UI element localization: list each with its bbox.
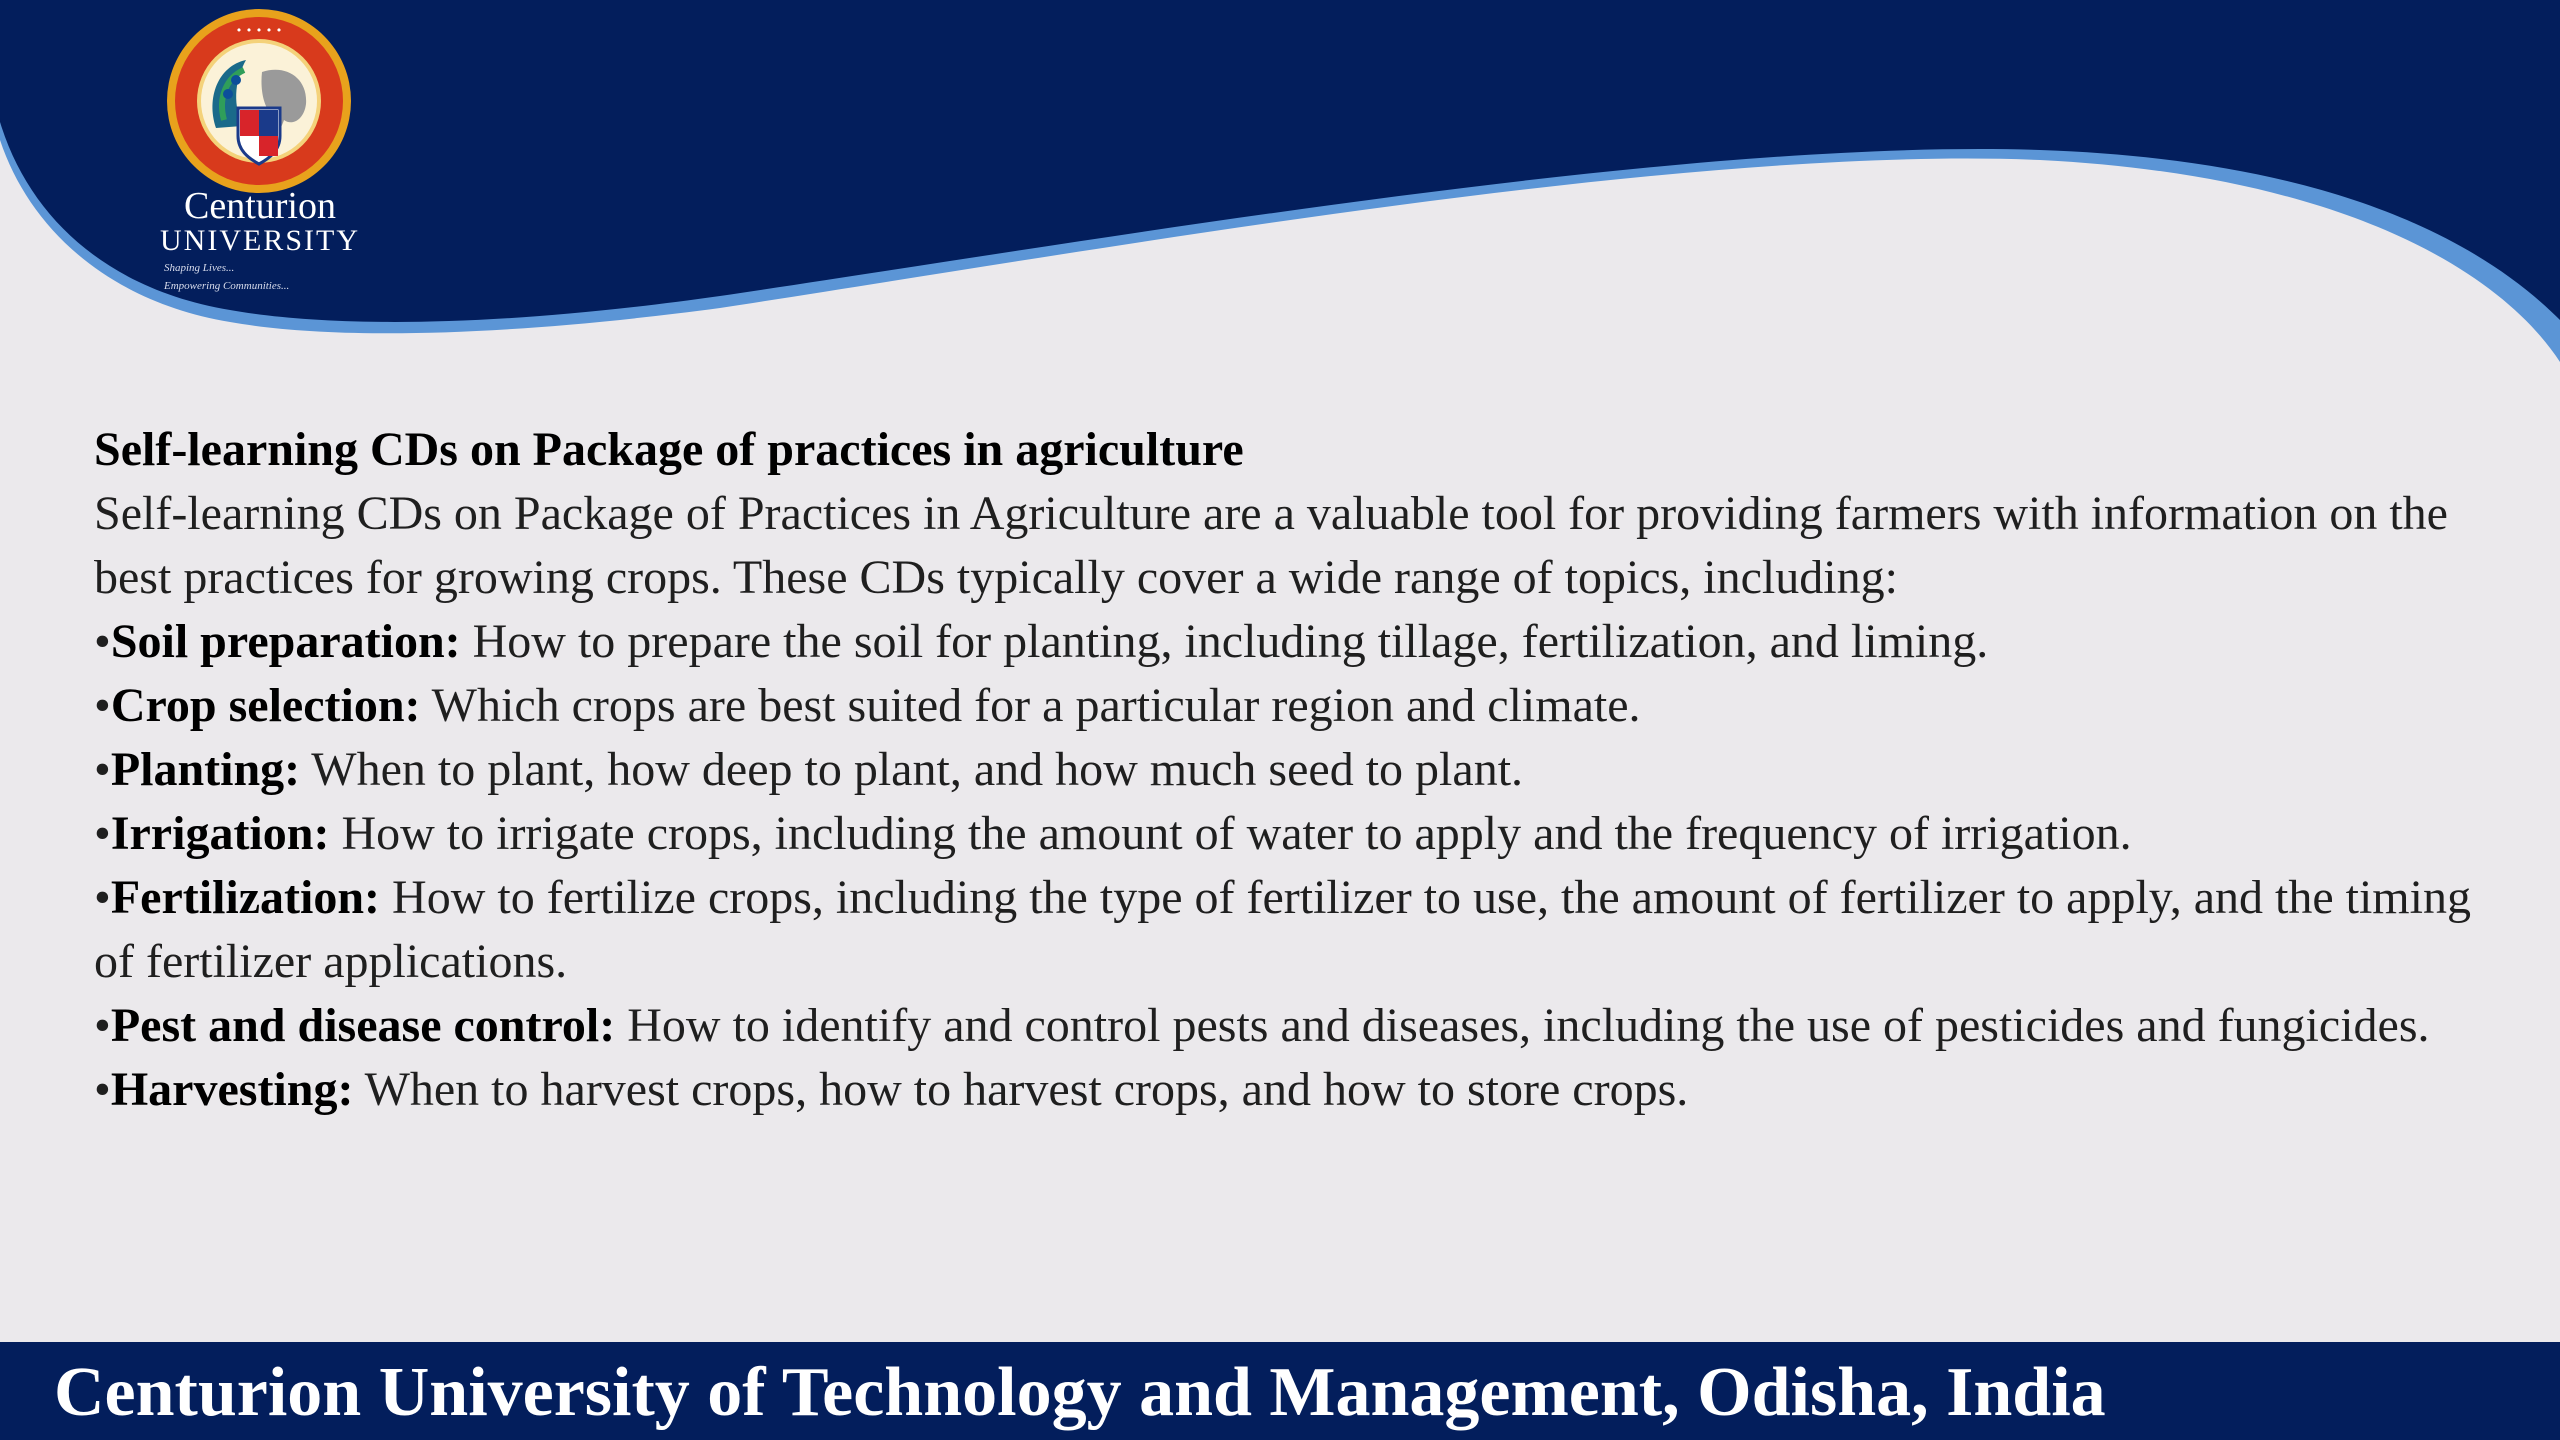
svg-text:• • • • •: • • • • •: [235, 24, 283, 37]
logo-name-line1: Centurion: [184, 185, 336, 227]
list-item: •Harvesting: When to harvest crops, how to harvest crops, and how to store crops.: [94, 1063, 1689, 1116]
university-seal-icon: [166, 8, 352, 194]
logo-tagline-line2: Empowering Communities...: [164, 280, 290, 292]
logo-tagline-line1: Shaping Lives...: [164, 262, 235, 274]
logo-name-line2: UNIVERSITY: [160, 224, 360, 257]
bullet-text: How to identify and control pests and diseases, including the use of pesticides and fungicides.: [615, 999, 2430, 1052]
bullet-term: Irrigation:: [110, 807, 330, 860]
list-item: •Crop selection: Which crops are best suited for a particular region and climate.: [94, 679, 1641, 732]
bullet-term: Fertilization:: [110, 871, 381, 924]
bullet-text: How to fertilize crops, including the type of fertilizer to use, the amount of fertilizer to apply, and the timing of fertilizer applications.: [94, 871, 2471, 988]
list-item: •Pest and disease control: How to identify and control pests and diseases, including the use of pesticides and fungicides.: [94, 999, 2430, 1052]
bullet-text: How to irrigate crops, including the amount of water to apply and the frequency of irrigation.: [329, 807, 2132, 860]
slide-heading: Self-learning CDs on Package of practices in agriculture: [94, 423, 1244, 476]
list-item: •Irrigation: How to irrigate crops, including the amount of water to apply and the frequency of irrigation.: [94, 807, 2132, 860]
footer-bar: [0, 1342, 2560, 1440]
bullet-term: Soil preparation:: [110, 615, 461, 668]
header-wave-banner: [0, 0, 2560, 420]
bullet-text: How to prepare the soil for planting, including tillage, fertilization, and liming.: [460, 615, 1989, 668]
bullet-text: When to harvest crops, how to harvest crops, and how to store crops.: [353, 1063, 1689, 1116]
bullet-text: Which crops are best suited for a particular region and climate.: [420, 679, 1641, 732]
bullet-term: Harvesting:: [110, 1063, 354, 1116]
university-logo: [160, 8, 360, 298]
bullet-term: Crop selection:: [110, 679, 421, 732]
intro-paragraph: Self-learning CDs on Package of Practices in Agriculture are a valuable tool for providing farmers with information on the best practices for growing crops. These CDs typically cover a wide range of topics, including:: [94, 487, 2448, 604]
bullet-term: Planting:: [110, 743, 301, 796]
list-item: •Planting: When to plant, how deep to plant, and how much seed to plant.: [94, 743, 1524, 796]
list-item: •Fertilization: How to fertilize crops, including the type of fertilizer to use, the amount of fertilizer to apply, and the timing of fertilizer applications.: [94, 871, 2471, 988]
footer-title: Centurion University of Technology and Management, Odisha, India: [54, 1354, 2106, 1431]
bullet-text: When to plant, how deep to plant, and how much seed to plant.: [300, 743, 1524, 796]
bullet-term: Pest and disease control:: [110, 999, 616, 1052]
slide-content: [94, 418, 2494, 1122]
list-item: •Soil preparation: How to prepare the soil for planting, including tillage, fertilization, and liming.: [94, 615, 1989, 668]
